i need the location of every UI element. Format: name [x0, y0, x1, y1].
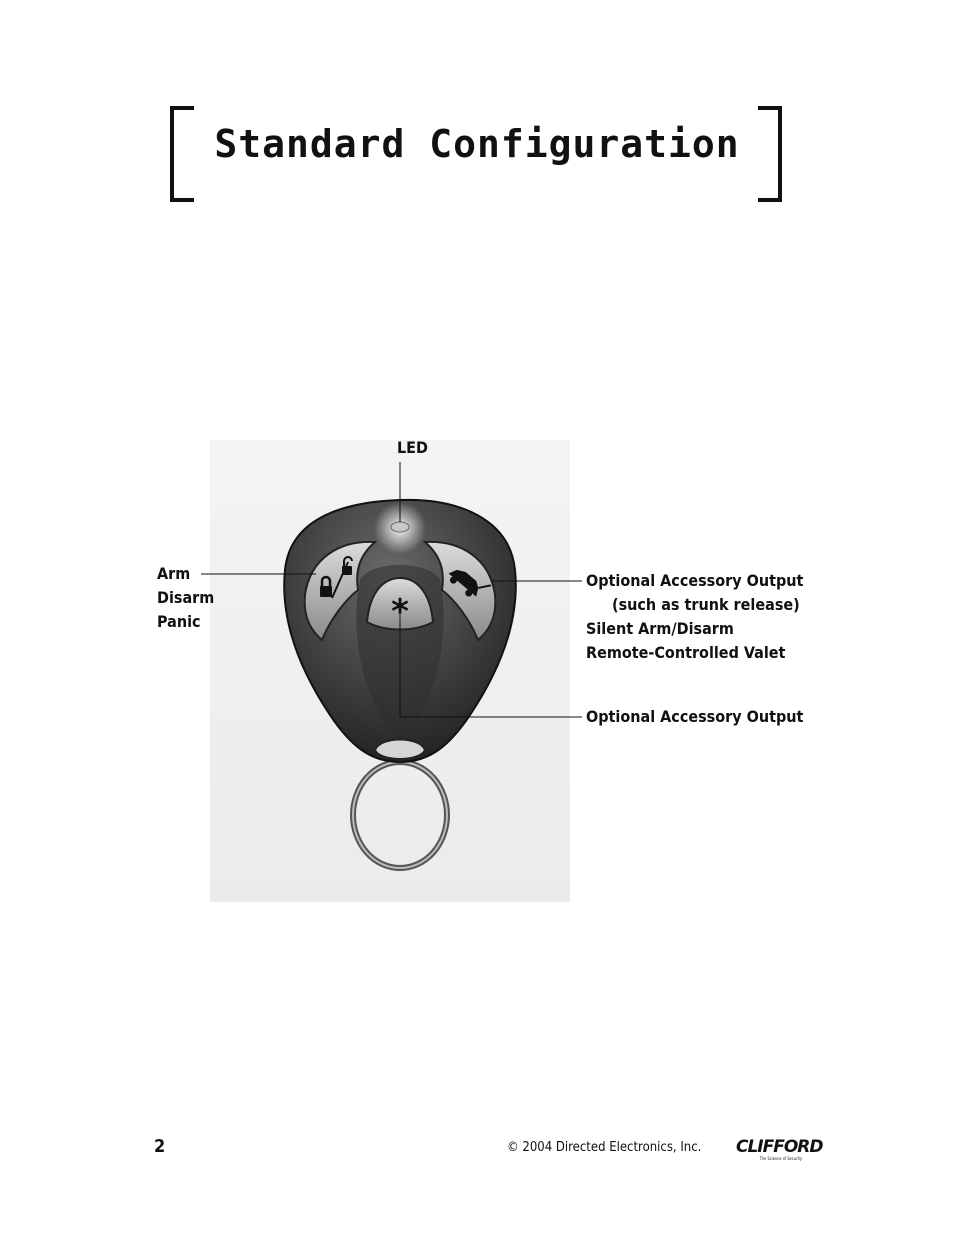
silent-arm-label: Silent Arm/Disarm: [586, 619, 734, 638]
left-label-group: [157, 562, 214, 634]
optional-accessory-label: Optional Accessory Output: [586, 571, 804, 590]
clifford-logo: [736, 1137, 823, 1161]
led-light: [391, 522, 409, 532]
valet-label: Remote-Controlled Valet: [586, 643, 786, 662]
page-number: 2: [154, 1136, 166, 1157]
logo-wordmark: CLIFFORD: [736, 1137, 823, 1157]
logo-tagline: The Science of Security: [759, 1156, 802, 1161]
led-label: LED: [397, 438, 428, 457]
disarm-label: Disarm: [157, 588, 215, 607]
right-label-group: [586, 569, 803, 665]
key-loop: [375, 740, 425, 760]
asterisk-icon: *: [391, 592, 409, 632]
copyright-text: © 2004 Directed Electronics, Inc.: [507, 1140, 702, 1155]
page-title: Standard Configuration: [214, 122, 740, 166]
panic-label: Panic: [157, 612, 201, 631]
arm-label: Arm: [157, 564, 191, 583]
optional-output-label: Optional Accessory Output: [586, 707, 804, 726]
trunk-release-note: (such as trunk release): [612, 595, 800, 614]
key-ring: [353, 762, 447, 868]
remote-fob-illustration: [210, 440, 570, 902]
